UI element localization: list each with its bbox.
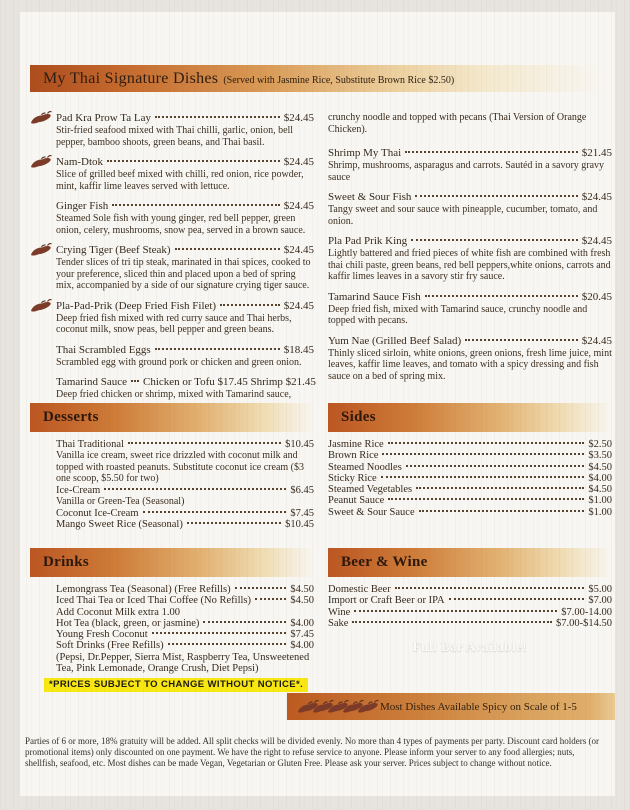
item-name: Wine: [328, 606, 351, 618]
menu-item: [56, 629, 314, 640]
dot-leader: [155, 348, 280, 350]
item-name: Pla-Pad-Prik (Deep Fried Fish Filet): [56, 299, 217, 312]
item-description: Lightly battered and fried pieces of white fish are combined with fresh thai chili paste, green beans, red bell peppers,white onions, carrots and kaffir limes leaves in a savory stir fry sauce.: [328, 248, 611, 282]
menu-item: [328, 507, 612, 518]
dot-leader: [405, 151, 578, 153]
dot-leader: [388, 442, 585, 444]
item-price: $24.45: [283, 244, 314, 256]
item-price: $5.00: [588, 584, 612, 595]
menu-item: [56, 618, 314, 629]
item-price: $24.45: [283, 200, 314, 212]
dot-leader: [388, 498, 584, 500]
dot-leader: [411, 239, 578, 241]
item-name: Mango Sweet Rice (Seasonal): [56, 518, 183, 530]
menu-item: [328, 235, 612, 283]
item-name: Jasmine Rice: [328, 439, 384, 450]
item-name-price-row: [328, 484, 612, 495]
dot-leader: [395, 587, 585, 589]
drinks-beer-row: [30, 548, 612, 692]
item-price: $4.50: [290, 595, 314, 607]
item-name: Yum Nae (Grilled Beef Salad): [328, 334, 462, 347]
item-name-price-row: [328, 507, 612, 518]
dot-leader: [203, 621, 286, 623]
item-description: Tangy sweet and sour sauce with pineapple, cucumber, tomato, and onion.: [328, 204, 598, 227]
drinks-list: [30, 584, 314, 674]
item-name: Ginger Fish: [56, 200, 109, 212]
dot-leader: [419, 510, 585, 512]
item-name: Crying Tiger (Beef Steak): [56, 244, 171, 256]
item-price: $7.00: [588, 595, 612, 607]
item-name: Sticky Rice: [328, 472, 377, 484]
item-name-price-row: [56, 439, 314, 450]
drinks-section: [30, 548, 314, 692]
dot-leader: [152, 632, 287, 634]
item-name-price-row: [328, 584, 612, 595]
item-price: $7.00-14.00: [561, 606, 612, 618]
item-description: Steamed Sole fish with young ginger, red bell pepper, green onion, celery, mushrooms, snow pea, served in a brown sauce.: [56, 213, 306, 236]
dot-leader: [155, 116, 280, 118]
menu-item: [328, 607, 612, 618]
dot-leader: [175, 248, 280, 250]
menu-item: [56, 439, 314, 485]
sides-list: [328, 439, 612, 518]
item-name-price-row: [328, 618, 612, 629]
dot-leader: [235, 587, 287, 589]
item-name-price-row: [328, 595, 612, 606]
item-name: Thai Traditional: [56, 439, 124, 450]
item-price: $4.50: [588, 461, 612, 473]
item-price: $6.45: [290, 484, 314, 496]
dot-leader: [415, 195, 577, 197]
item-price: $7.45: [290, 507, 314, 519]
item-name-price-row: [56, 595, 314, 606]
item-name-price-row: [328, 147, 612, 160]
item-name: Lemongrass Tea (Seasonal) (Free Refills): [56, 584, 231, 595]
item-name: Tamarind Sauce Fish: [328, 290, 421, 303]
item-name-price-row: [328, 439, 612, 450]
chili-icon: [357, 700, 379, 714]
item-name: Steamed Noodles: [328, 461, 402, 473]
sides-title: Sides: [341, 409, 376, 425]
signature-right-column: [328, 99, 612, 409]
dot-leader: [449, 598, 585, 600]
item-name-price-row: [56, 640, 314, 651]
item-price: $24.45: [581, 334, 612, 347]
item-price: $7.00-$14.50: [556, 617, 612, 629]
item-name: Sweet & Sour Sauce: [328, 506, 415, 518]
dot-leader: [352, 621, 552, 623]
item-name-price-row: [328, 450, 612, 461]
signature-dishes-section: [30, 99, 612, 409]
spicy-chili-icons: [297, 700, 372, 714]
item-name: Hot Tea (black, green, or jasmine): [56, 617, 200, 629]
chili-icon: [30, 111, 52, 125]
menu-item: [56, 344, 314, 369]
item-name-price-row: [328, 462, 612, 473]
dot-leader: [128, 442, 281, 444]
item-price: $24.45: [581, 191, 612, 203]
item-price: $24.45: [283, 112, 314, 124]
chili-icon: [30, 155, 52, 169]
menu-item: [56, 584, 314, 595]
menu-item: [328, 291, 612, 327]
drinks-title: Drinks: [43, 554, 89, 570]
item-name-price-row: [56, 629, 314, 640]
item-price: $7.45: [290, 629, 314, 641]
menu-page: [20, 12, 615, 796]
item-name: Soft Drinks (Free Refills): [56, 640, 164, 652]
item-name-price-row: [56, 618, 314, 629]
item-name-price-row: [56, 156, 314, 169]
dot-leader: [354, 610, 557, 612]
item-price: $24.45: [283, 299, 314, 312]
item-price: $20.45: [581, 290, 612, 303]
item-name: Young Fresh Coconut: [56, 629, 148, 641]
item-name: Iced Thai Tea or Iced Thai Coffee (No Refills): [56, 595, 251, 607]
dot-leader: [255, 598, 286, 600]
item-name: Brown Rice: [328, 450, 379, 462]
item-price: $3.50: [588, 450, 612, 462]
item-name: Domestic Beer: [328, 584, 391, 595]
menu-item: [56, 519, 314, 530]
item-description: Thinly sliced sirloin, white onions, green onions, fresh lime juice, mint leaves, kaffir lime leaves, and tomato with a spicy dressing and fish sauce on a bed of spring mix.: [328, 347, 612, 382]
dot-leader: [104, 488, 286, 490]
menu-item: [56, 508, 314, 519]
menu-item: [56, 244, 314, 292]
dot-leader: [220, 304, 280, 306]
menu-item: [328, 584, 612, 595]
item-name-price-row: [56, 519, 314, 530]
menu-item: [328, 495, 612, 506]
item-name: Peanut Sauce: [328, 495, 385, 507]
item-name: Nam-Dtok: [56, 156, 104, 168]
spicy-scale-label: Most Dishes Available Spicy on Scale of 1-5: [380, 700, 577, 713]
item-price: $24.45: [581, 235, 612, 247]
beer-wine-header-bar: [328, 548, 612, 577]
item-name-price-row: [56, 344, 314, 357]
item-name: Thai Scrambled Eggs: [56, 343, 151, 356]
dot-leader: [416, 487, 584, 489]
menu-item: [328, 335, 612, 383]
item-description: Deep fried chicken or shrimp, mixed with Tamarind sauce,: [56, 389, 292, 400]
item-price: $21.45: [581, 147, 612, 159]
menu-item: [328, 439, 612, 450]
signature-left-column: [30, 99, 314, 409]
item-name-price-row: [56, 485, 314, 496]
item-description: Scrambled egg with ground pork or chicken and green onion.: [56, 356, 302, 368]
dot-leader: [381, 476, 585, 478]
item-name-price-row: [328, 291, 612, 304]
item-price: $24.45: [283, 156, 314, 168]
item-name: Pla Pad Prik King: [328, 235, 408, 247]
item-name-price-row: [56, 584, 314, 595]
menu-item: [56, 485, 314, 508]
menu-item: [328, 473, 612, 484]
menu-item: [328, 618, 612, 629]
item-price: Chicken or Tofu $17.45 Shrimp $21.45: [143, 376, 316, 388]
sides-section: [328, 403, 612, 530]
item-price: $4.50: [588, 484, 612, 496]
item-description: Deep fried fish mixed with red curry sauce and Thai herbs, coconut milk, snow peas, bell pepper and green beans.: [56, 312, 292, 335]
item-name-price-row: [328, 191, 612, 204]
page-title: My Thai Signature Dishes: [43, 69, 219, 87]
full-bar-ghost-text: Full Bar Available!: [412, 639, 528, 655]
item-price: $4.00: [588, 472, 612, 484]
item-name: Ice-Cream: [56, 484, 101, 496]
signature-dishes-header-bar: [30, 65, 615, 92]
item-description: Shrimp, mushrooms, asparagus and carrots. Sautéd in a savory gravy sauce: [328, 160, 605, 183]
item-price: $4.00: [290, 640, 314, 652]
item-name: Coconut Ice-Cream: [56, 507, 139, 519]
item-name: Tamarind Sauce: [56, 376, 128, 388]
menu-item: [56, 300, 314, 336]
desserts-list: [30, 439, 314, 530]
menu-item: [328, 191, 612, 227]
item-name-price-row: [328, 335, 612, 348]
desserts-title: Desserts: [43, 409, 99, 425]
item-price: $10.45: [285, 518, 314, 530]
spicy-scale-bar: [287, 693, 615, 720]
page-subtitle: (Served with Jasmine Rice, Substitute Brown Rice $2.50): [223, 74, 455, 86]
desserts-sides-row: [30, 403, 612, 530]
menu-item: [328, 450, 612, 461]
desserts-section: [30, 403, 314, 530]
menu-item: [56, 112, 314, 148]
menu-item: [328, 484, 612, 495]
item-description: Stir-fried seafood mixed with Thai chilli, garlic, onion, bell pepper, bamboo shoots, green beans, and Thai basil.: [56, 125, 294, 148]
menu-item: [56, 156, 314, 192]
beer-wine-title: Beer & Wine: [341, 554, 428, 570]
dot-leader: [131, 380, 139, 382]
signature-left-list: [30, 112, 314, 401]
item-name-price-row: [56, 300, 314, 313]
policy-footer-text: Parties of 6 or more, 18% gratuity will be added. All split checks will be divided evenly. No more than 4 types of payments per party. Discount card holders (or promotional items) only discounted on one payment. We have the right to refuse service to anyone. Please inform your server to any food allergies; nuts, shellfish, seafood, etc. Most dishes can be made Vegan, Vegetarian or Gluten Free. Please ask your server. Prices subject to change without notice.: [25, 736, 599, 768]
item-price: $18.45: [283, 343, 314, 356]
menu-item: [328, 595, 612, 606]
item-description: Slice of grilled beef mixed with chilli, red onion, rice powder, mint, kaffir lime leaves served with lettuce.: [56, 169, 304, 192]
menu-item: [56, 200, 314, 236]
item-description: Tender slices of tri tip steak, marinated in thai spices, cooked to your preference, sliced thin and placed upon a bed of spring mix, accompanied by a side of our signature crying tiger sauce.: [56, 257, 311, 291]
dot-leader: [107, 160, 280, 162]
desserts-header-bar: [30, 403, 314, 432]
dot-leader: [465, 339, 578, 341]
menu-note-line: Add Coconut Milk extra 1.00: [56, 606, 180, 618]
chili-icon: [30, 299, 52, 313]
menu-item: [56, 640, 314, 651]
dot-leader: [112, 204, 280, 206]
beer-wine-list: [328, 584, 612, 629]
menu-item: [56, 595, 314, 606]
item-name-price-row: [56, 508, 314, 519]
item-price: $1.00: [588, 506, 612, 518]
dot-leader: [187, 522, 281, 524]
item-name: Import or Craft Beer or IPA: [328, 595, 445, 607]
item-name: Steamed Vegetables: [328, 484, 413, 496]
dot-leader: [143, 511, 287, 513]
menu-item: [328, 462, 612, 473]
item-price: $2.50: [588, 439, 612, 450]
menu-item: [56, 376, 314, 401]
item-name-price-row: [328, 495, 612, 506]
item-description: Vanilla ice cream, sweet rice drizzled with coconut milk and topped with roasted peanuts. Substitute coconut ice cream ($3 one scoop, $5.50 for two): [56, 450, 304, 485]
item-name-price-row: [328, 607, 612, 618]
item-name-price-row: [56, 244, 314, 257]
drinks-header-bar: [30, 548, 314, 577]
signature-right-list: [328, 147, 612, 382]
item-name-price-row: [56, 200, 314, 213]
menu-item: [328, 147, 612, 183]
item-name-price-row: [328, 473, 612, 484]
item-description: Deep fried fish, mixed with Tamarind sauce, crunchy noodle and topped with pecans.: [328, 303, 588, 326]
tamarind-continuation-text: crunchy noodle and topped with pecans (Thai Version of Orange Chicken).: [328, 112, 587, 135]
item-name: Shrimp My Thai: [328, 147, 402, 159]
item-name: Sake: [328, 617, 349, 629]
item-price: $10.45: [285, 439, 314, 450]
beer-wine-section: [328, 548, 612, 692]
dot-leader: [382, 453, 584, 455]
item-description: Vanilla or Green-Tea (Seasonal): [56, 496, 185, 508]
item-price: $4.00: [290, 617, 314, 629]
dot-leader: [168, 643, 287, 645]
sides-header-bar: [328, 403, 612, 432]
item-name: Pad Kra Prow Ta Lay: [56, 112, 151, 124]
dot-leader: [425, 295, 578, 297]
item-price: $1.00: [588, 495, 612, 507]
dot-leader: [406, 465, 585, 467]
chili-icon: [30, 243, 52, 257]
menu-note-line: (Pepsi, Dr.Pepper, Sierra Mist, Raspberry Tea, Unsweetened Tea, Pink Lemonade, Orange Crush, Diet Pepsi): [56, 651, 310, 675]
price-change-notice: *PRICES SUBJECT TO CHANGE WITHOUT NOTICE*.: [44, 678, 308, 692]
item-name-price-row: [56, 376, 314, 389]
item-name-price-row: [328, 235, 612, 248]
item-name: Sweet & Sour Fish: [328, 191, 412, 203]
item-name-price-row: [56, 112, 314, 125]
item-price: $4.50: [290, 584, 314, 595]
